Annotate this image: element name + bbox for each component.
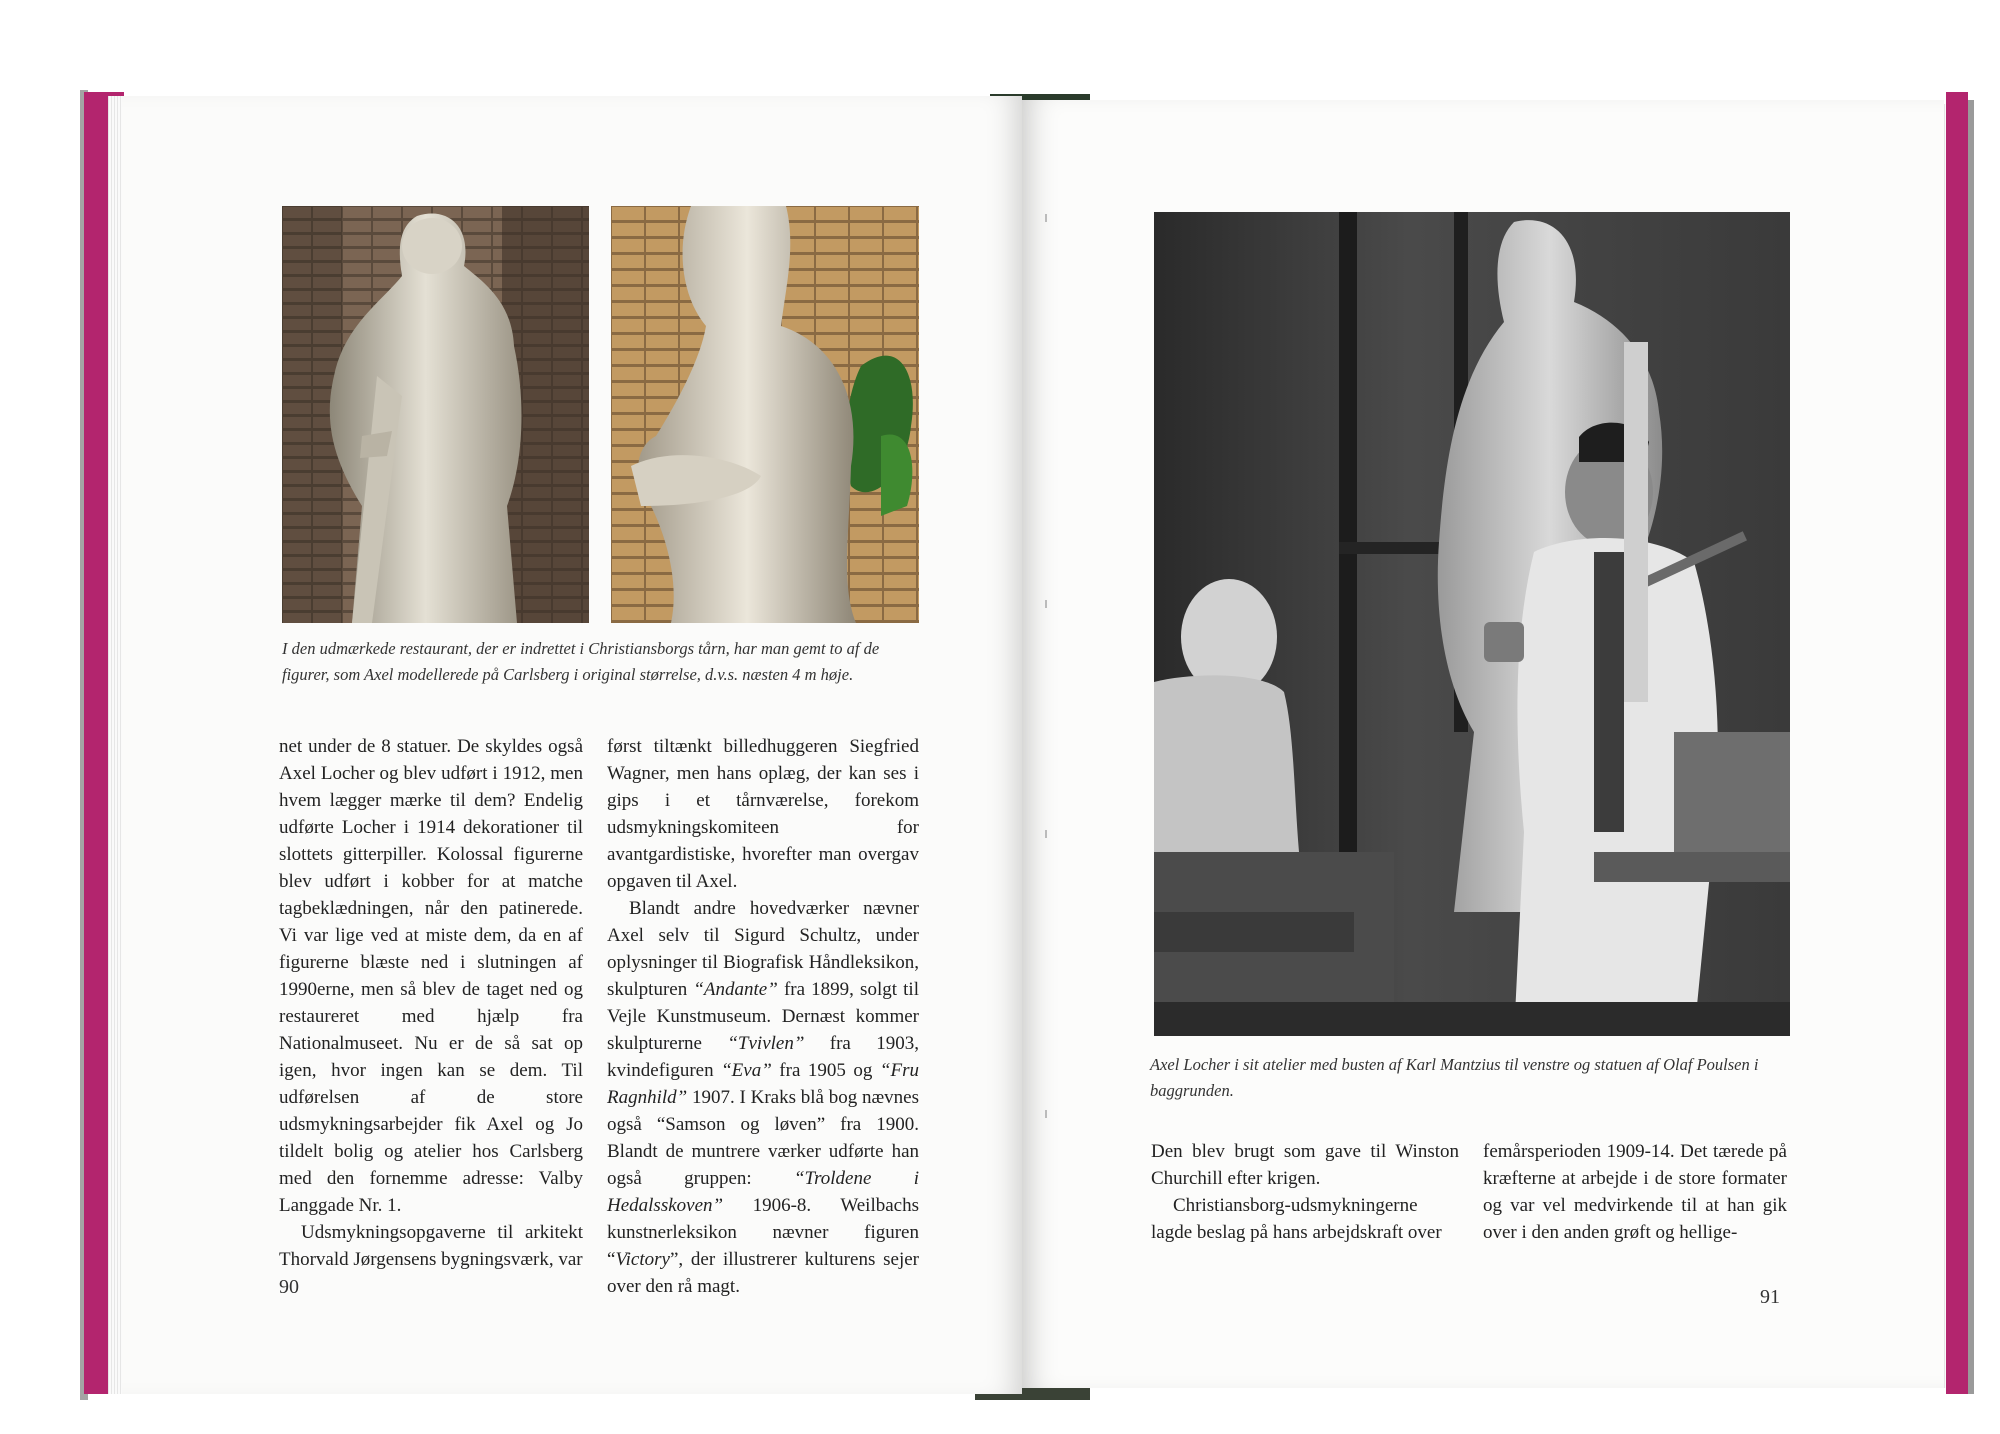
text-run: fra 1905 og [771,1060,880,1081]
paragraph [607,895,919,1300]
page-number-left: 90 [279,1276,299,1298]
photo-female-statue [611,206,919,623]
text-column-right-1 [1151,1138,1459,1246]
text-column-left-2 [607,733,919,1300]
paragraph: Christiansborg-udsmykningerne lagde beslag på hans arbejdskraft over [1151,1195,1442,1243]
work-title: “Fru Ragnhild” [607,1060,919,1108]
text-run: fra 1899, solgt til Vejle Kunstmuseum. Dernæst kommer skulpturerne [607,979,919,1054]
gutter-mark [1045,1110,1047,1118]
book-cover-right [1946,92,1968,1394]
work-title: “Andante” [693,979,778,1000]
text-run: 1907. I Kraks blå bog nævnes også “Samson og løven” fra 1900. Blandt de muntrere værker udførte han også gruppen: [607,1087,919,1189]
work-title: “Tvivlen” [727,1033,805,1054]
text-run: Blandt andre hovedværker nævner Axel selv til Sigurd Schultz, under oplysninger til Biografisk Håndleksikon, skulpturen [607,898,919,1000]
page-number-right: 91 [1760,1286,1780,1308]
gutter-mark [1045,600,1047,608]
text-run: 1906-8. Weilbachs kunstnerleksikon nævner figuren “ [607,1195,919,1270]
work-title: “Troldene i Hedalsskoven” [607,1168,919,1216]
text-run: fra 1903, kvindefiguren [607,1033,919,1081]
text-column-right-2 [1483,1138,1787,1246]
gutter-mark [1045,214,1047,222]
text-column-left-1 [279,733,583,1273]
paragraph: Den blev brugt som gave til Winston Churchill efter krigen. [1151,1141,1459,1189]
photo-male-statue [282,206,589,623]
paragraph: net under de 8 statuer. De skyldes også Axel Locher og blev udført i 1912, men hvem lægger mærke til dem? Endelig udførte Locher i 1914 dekorationer til slottets gitterpiller. Kolossal figurerne blev udført i kobber for at matche tagbeklædningen, når den patinerede. Vi var lige ved at miste dem, da en af figurerne blæste ned i slutningen af 1990erne, men så blev de taget ned og restaureret med hjælp fra Nationalmuseet. Nu er de så sat op igen, hvor ingen kan se dem. Til udførelsen af de store udsmykningsarbejder fik Axel og Jo tildelt bolig og atelier hos Carlsberg med den fornemme adresse: Valby Langgade Nr. 1. [279,736,583,1216]
photo-caption-left: I den udmærkede restaurant, der er indrettet i Christiansborgs tårn, har man gemt to af de figurer, som Axel modellerede på Carlsberg i original størrelse, d.v.s. næsten 4 m høje. [282,639,880,684]
photo-sculptor-atelier [1154,212,1790,1036]
gutter-mark [1045,830,1047,838]
work-title: “Eva” [721,1060,772,1081]
paragraph: femårsperioden 1909-14. Det tærede på kræfterne at arbejde i de store formater og var vel medvirkende til at han gik over i den anden grøft og hellige- [1483,1141,1787,1243]
paragraph: først tiltænkt billedhuggeren Siegfried Wagner, men hans oplæg, der kan ses i gips i et tårnværelse, forekom udsmykningskomiteen for avantgardistiske, hvorefter man overgav opgaven til Axel. [607,736,919,892]
work-title: Victory [615,1249,670,1270]
text-run: ”, der illustrerer kulturens sejer over den rå magt. [607,1249,919,1297]
photo-caption-right: Axel Locher i sit atelier med busten af Karl Mantzius til venstre og statuen af Olaf Poulsen i baggrunden. [1150,1055,1759,1100]
page-edges-left [108,96,122,1394]
paragraph: Udsmykningsopgaverne til arkitekt Thorvald Jørgensens bygningsværk, var [279,1222,583,1270]
